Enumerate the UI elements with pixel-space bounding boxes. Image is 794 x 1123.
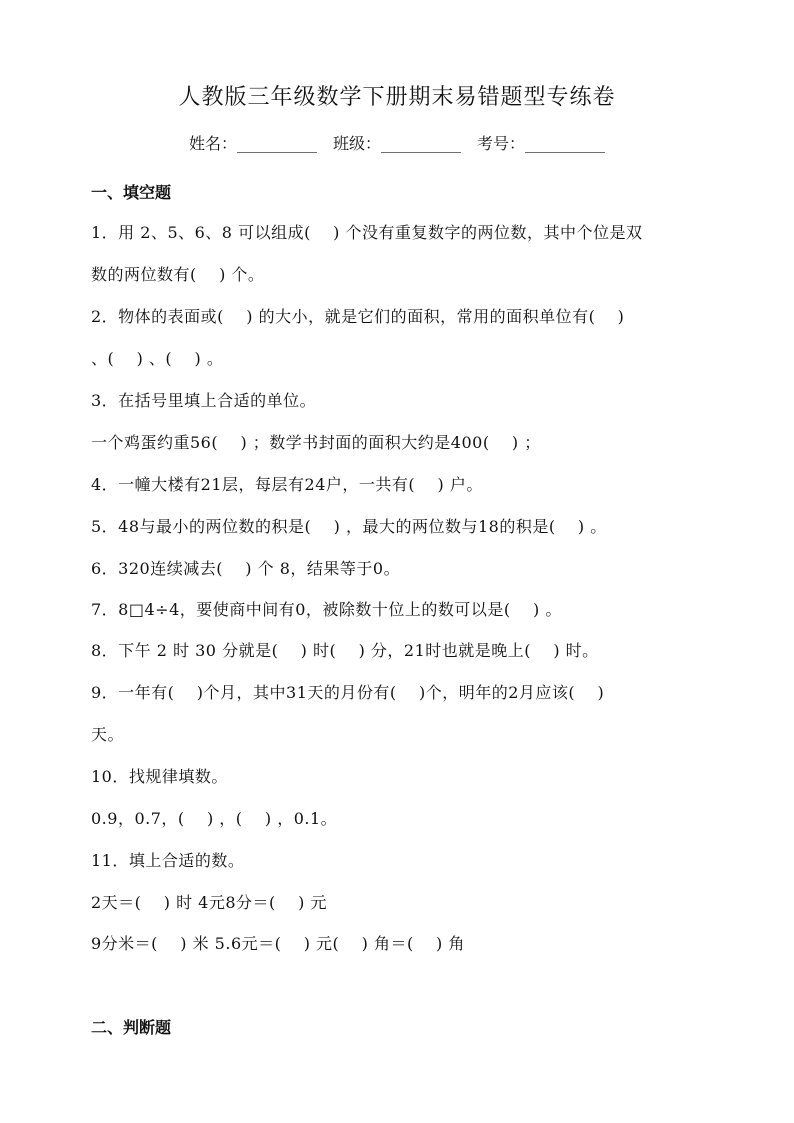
exam-number-field: 考号：__________ — [477, 134, 606, 153]
question-line: 3．在括号里填上合适的单位。 — [91, 391, 317, 410]
student-info-row — [0, 131, 794, 154]
question-line: 8．下午 2 时 30 分就是( ) 时( ) 分，21时也就是晚上( ) 时。 — [91, 641, 599, 660]
question-line: 11．填上合适的数。 — [91, 851, 245, 870]
question-line: 天。 — [91, 725, 125, 744]
class-field: 班级：__________ — [332, 134, 461, 153]
question-line: 1．用 2、5、6、8 可以组成( ) 个没有重复数字的两位数，其中个位是双 — [91, 223, 643, 242]
section-heading-true-false: 二、判断题 — [91, 1018, 172, 1037]
question-line: 2天＝( ) 时 4元8分＝( ) 元 — [91, 893, 327, 912]
section-heading-fill-in: 一、填空题 — [91, 183, 172, 202]
question-line: 一个鸡蛋约重56( ) ；数学书封面的面积大约是400( ) ； — [91, 433, 541, 452]
question-line: 6．320连续减去( ) 个 8，结果等于0。 — [91, 559, 401, 578]
question-line: 0.9，0.7，( ) ，( ) ，0.1。 — [91, 809, 338, 828]
question-line: 5．48与最小的两位数的积是( ) ，最大的两位数与18的积是( ) 。 — [91, 517, 607, 536]
page-title: 人教版三年级数学下册期末易错题型专练卷 — [178, 85, 616, 110]
question-line: 7．8□4÷4，要使商中间有0，被除数十位上的数可以是( ) 。 — [91, 600, 562, 619]
question-line: 9．一年有( )个月，其中31天的月份有( )个，明年的2月应该( ) — [91, 683, 605, 702]
name-field: 姓名：__________ — [188, 134, 317, 153]
question-line: 数的两位数有( ) 个。 — [91, 265, 265, 284]
question-line: 9分米＝( ) 米 5.6元＝( ) 元( ) 角＝( ) 角 — [91, 934, 465, 953]
question-line: 、( ) 、( ) 。 — [91, 349, 224, 368]
question-line: 2．物体的表面或( ) 的大小，就是它们的面积，常用的面积单位有( ) — [91, 307, 625, 326]
question-line: 10．找规律填数。 — [91, 767, 228, 786]
question-line: 4．一幢大楼有21层，每层有24户，一共有( ) 户。 — [91, 475, 483, 494]
